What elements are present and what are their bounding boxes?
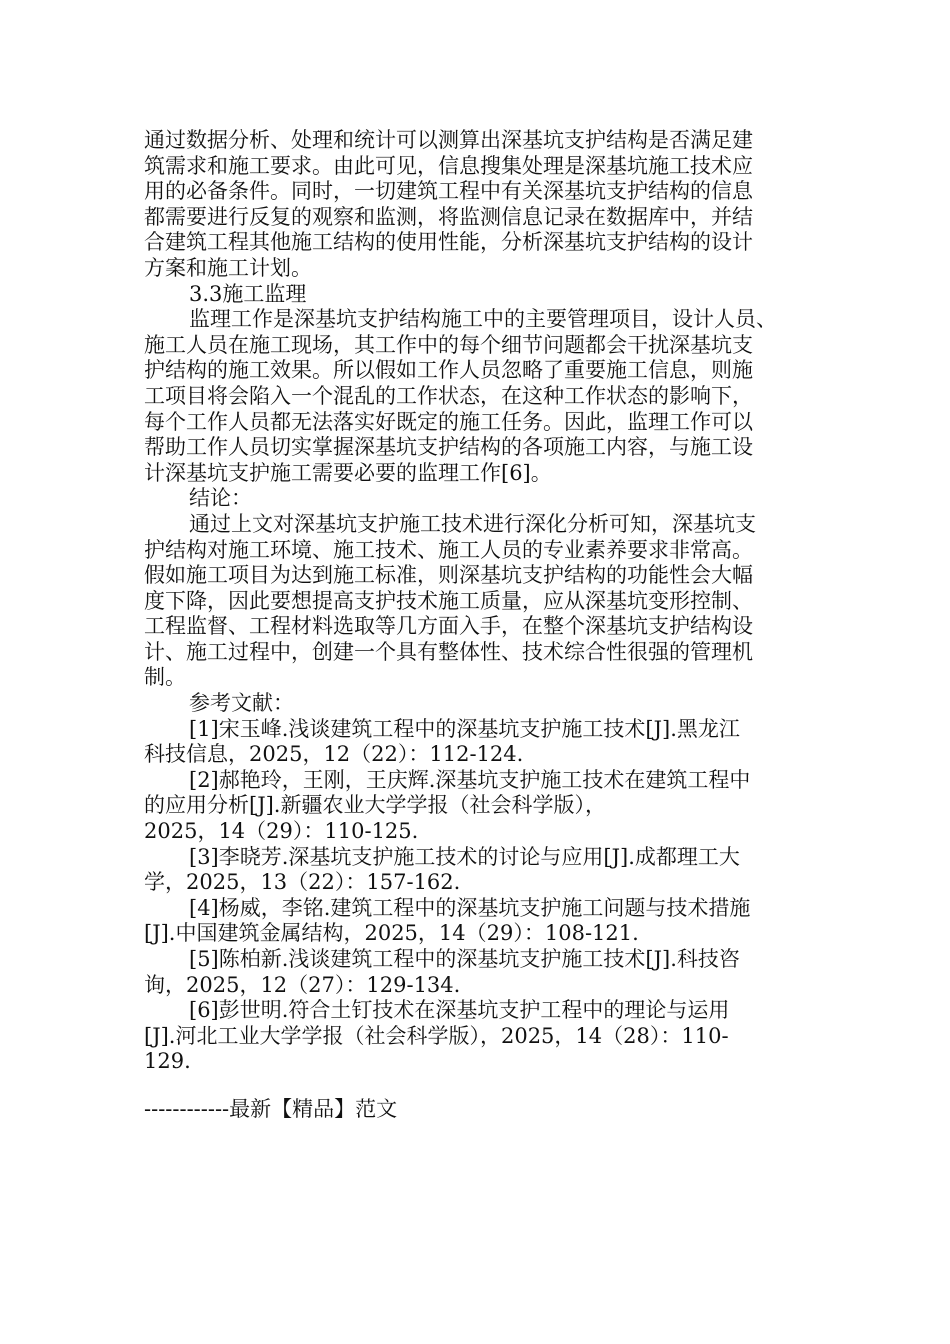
document-body (144, 128, 824, 1075)
text-line: 2025，14（29）：110-125. (144, 819, 419, 844)
reference-list (144, 717, 824, 1075)
text-line: 的应用分析[J].新疆农业大学学报（社会科学版）， (144, 793, 606, 818)
text-line: 学，2025，13（22）：157-162. (144, 870, 461, 895)
text-line: [6]彭世明.符合土钉技术在深基坑支护工程中的理论与运用 (189, 998, 730, 1023)
text-line: 度下降，因此要想提高支护技术施工质量，应从深基坑变形控制、 (144, 588, 753, 613)
references-heading: 参考文献： (189, 691, 294, 716)
reference-item (144, 947, 824, 998)
text-line: 护结构对施工环境、施工技术、施工人员的专业素养要求非常高。 (144, 537, 753, 562)
text-line: 每个工作人员都无法落实好既定的施工任务。因此，监理工作可以 (144, 409, 753, 434)
text-line: 都需要进行反复的观察和监测，将监测信息记录在数据库中，并结 (144, 204, 753, 229)
text-line: 询，2025，12（27）：129-134. (144, 972, 461, 997)
paragraph-intro (144, 128, 824, 282)
text-line: 通过数据分析、处理和统计可以测算出深基坑支护结构是否满足建 (144, 128, 753, 152)
text-line: [J].中国建筑金属结构，2025，14（29）：108-121. (144, 921, 639, 946)
text-line: 工项目将会陷入一个混乱的工作状态，在这种工作状态的影响下， (144, 383, 753, 408)
reference-item (144, 768, 824, 845)
text-line: 筑需求和施工要求。由此可见，信息搜集处理是深基坑施工技术应 (144, 153, 753, 178)
reference-item (144, 845, 824, 896)
text-line: [4]杨威，李铭.建筑工程中的深基坑支护施工问题与技术措施 (189, 895, 751, 920)
text-line: 用的必备条件。同时，一切建筑工程中有关深基坑支护结构的信息 (144, 179, 753, 204)
text-line: [1]宋玉峰.浅谈建筑工程中的深基坑支护施工技术[J].黑龙江 (189, 716, 740, 741)
text-line: 监理工作是深基坑支护结构施工中的主要管理项目，设计人员、 (189, 307, 777, 332)
text-line: 计、施工过程中，创建一个具有整体性、技术综合性很强的管理机 (144, 639, 753, 664)
text-line: 工程监督、工程材料选取等几方面入手，在整个深基坑支护结构设 (144, 614, 753, 639)
reference-item (144, 998, 824, 1075)
text-line: 计深基坑支护施工需要必要的监理工作[6]。 (144, 460, 552, 485)
text-line: 合建筑工程其他施工结构的使用性能，分析深基坑支护结构的设计 (144, 230, 753, 255)
page-footer: ------------最新【精品】范文 (144, 1097, 398, 1121)
text-line: 施工人员在施工现场，其工作中的每个细节问题都会干扰深基坑支 (144, 332, 753, 357)
text-line: 护结构的施工效果。所以假如工作人员忽略了重要施工信息，则施 (144, 358, 753, 383)
text-line: 通过上文对深基坑支护施工技术进行深化分析可知，深基坑支 (189, 511, 756, 536)
text-line: [J].河北工业大学学报（社会科学版），2025，14（28）：110- (144, 1023, 729, 1048)
text-line: 方案和施工计划。 (144, 255, 312, 280)
text-line: 制。 (144, 665, 186, 690)
paragraph-conclusion (144, 512, 824, 691)
conclusion-heading: 结论： (189, 486, 252, 511)
section-heading: 3.3施工监理 (189, 281, 307, 306)
text-line: 科技信息，2025，12（22）：112-124. (144, 742, 524, 767)
reference-item (144, 896, 824, 947)
text-line: 帮助工作人员切实掌握深基坑支护结构的各项施工内容，与施工设 (144, 435, 753, 460)
text-line: 129. (144, 1049, 191, 1074)
text-line: [3]李晓芳.深基坑支护施工技术的讨论与应用[J].成都理工大 (189, 844, 740, 869)
text-line: [5]陈柏新.浅谈建筑工程中的深基坑支护施工技术[J].科技咨 (189, 947, 740, 971)
paragraph-supervision (144, 307, 824, 486)
text-line: [2]郝艳玲，王刚，王庆辉.深基坑支护施工技术在建筑工程中 (189, 767, 751, 792)
text-line: 假如施工项目为达到施工标准，则深基坑支护结构的功能性会大幅 (144, 563, 753, 588)
reference-item (144, 717, 824, 768)
